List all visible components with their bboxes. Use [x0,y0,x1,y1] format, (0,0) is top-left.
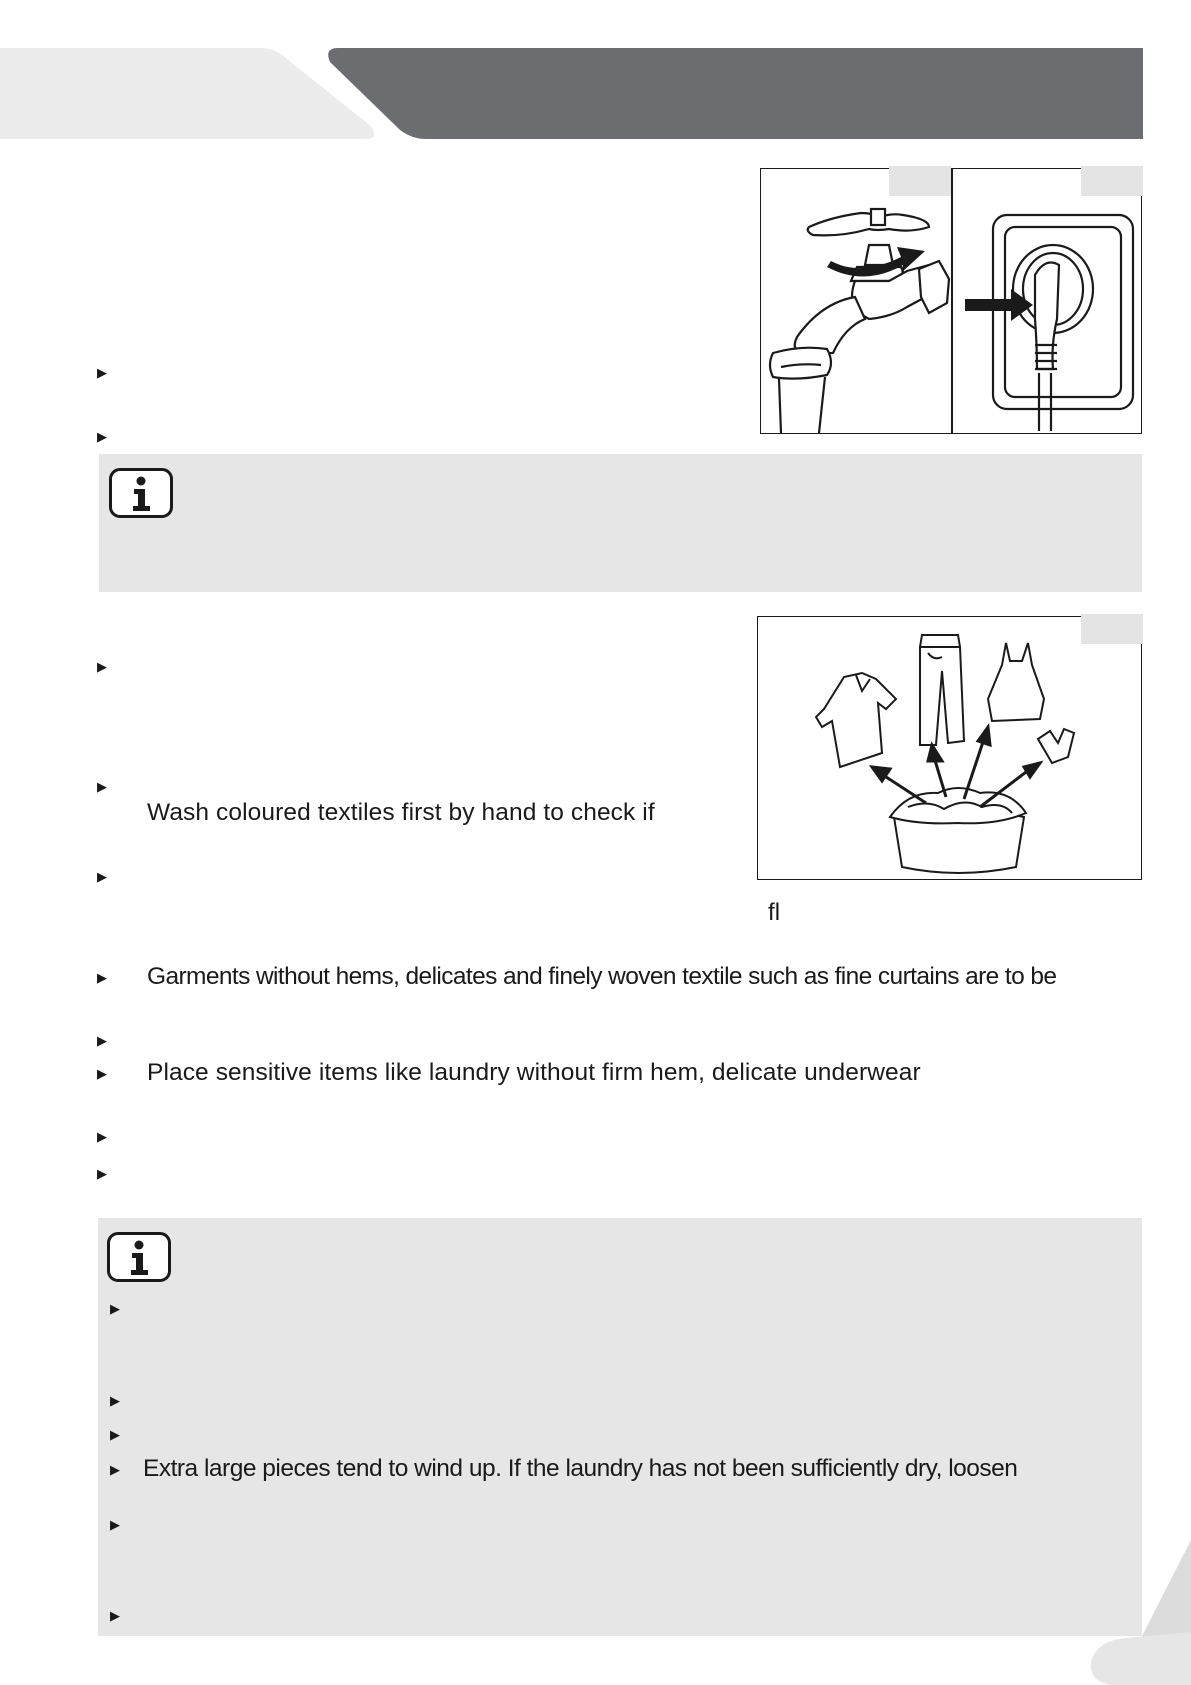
figure-laundry-sorting [757,616,1142,880]
section2-bullet-7: ▶ [97,1129,107,1144]
header-left-tab [0,48,374,139]
section3-bullet-6: ▶ [110,1608,120,1623]
power-plug-figure [953,169,1143,433]
section2-bullet-2-text: Wash coloured textiles first by hand to check if [147,799,655,826]
section3-bullet-4-text: Extra large pieces tend to wind up. If the laundry has not been sufficiently dry, loosen [143,1455,1018,1482]
section2-bullet-6: ▶ [97,1066,107,1081]
section3-bullet-1: ▶ [110,1301,120,1316]
section3-bullet-3: ▶ [110,1427,120,1442]
figure-tap-and-plug [760,168,1142,434]
section2-bullet-4: ▶ [97,970,107,985]
section2-bullet-3: ▶ [97,869,107,884]
section3-bullet-2: ▶ [110,1393,120,1408]
laundry-sorting-figure [758,617,1141,879]
section2-bullet-2: ▶ [97,779,107,794]
section1-bullet-1: ▶ [97,365,107,380]
section1-bullet-2: ▶ [97,429,107,444]
page-corner-decoration [1080,1540,1191,1685]
info-box-2 [98,1218,1142,1636]
info-icon [107,1232,171,1282]
figure-caption: fl [768,899,781,926]
section2-bullet-8: ▶ [97,1166,107,1181]
section2-bullet-5: ▶ [97,1033,107,1048]
section3-bullet-5: ▶ [110,1517,120,1532]
info-box-1 [99,454,1142,592]
header-title-bar [328,48,1143,139]
section3-bullet-4: ▶ [110,1462,120,1477]
info-icon [109,468,173,518]
section2-bullet-4-text: Garments without hems, delicates and finely woven textile such as fine curtains are to be [147,963,1057,990]
section2-bullet-6-text: Place sensitive items like laundry without firm hem, delicate underwear [147,1059,921,1086]
page-header [0,0,1191,150]
section2-bullet-1: ▶ [97,659,107,674]
